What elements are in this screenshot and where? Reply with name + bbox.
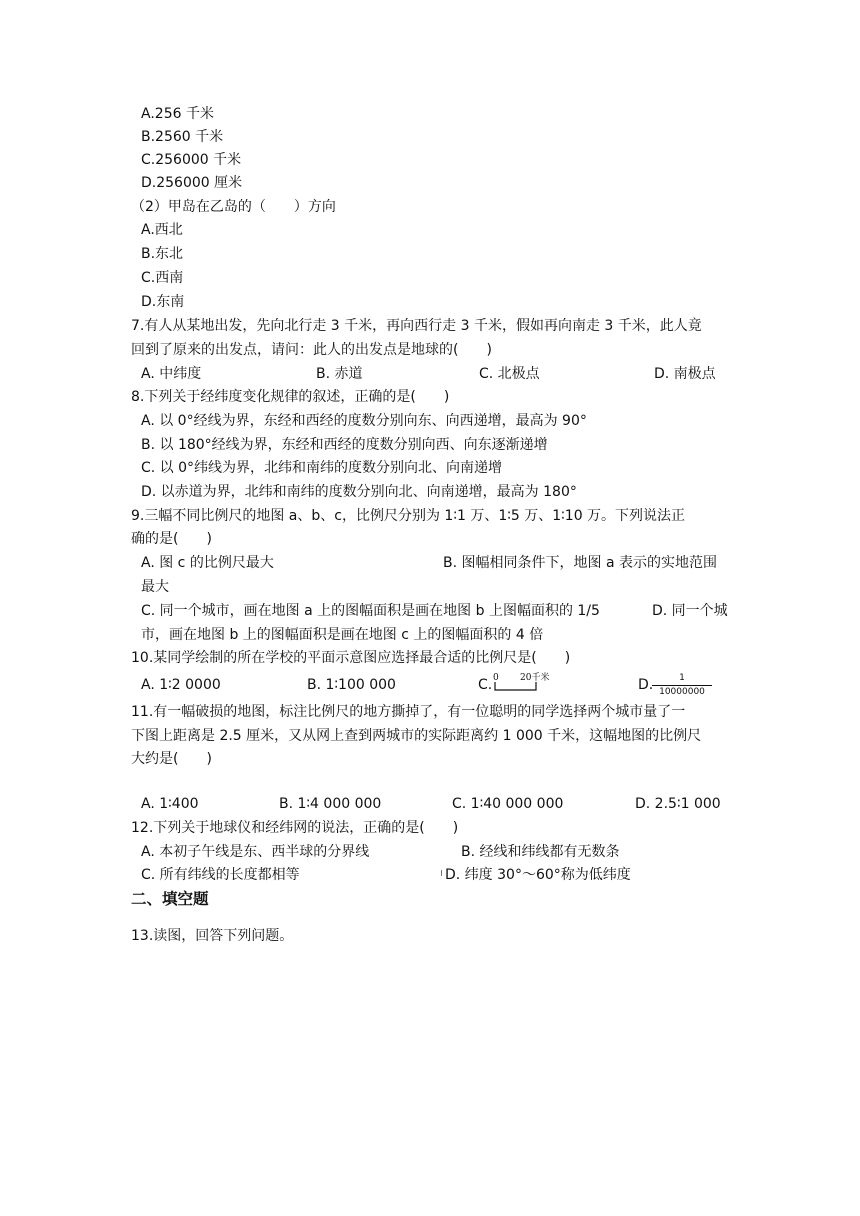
q8-option-b: B. 以 180°经线为界，东经和西经的度数分别向西、向东逐渐递增 (141, 437, 548, 453)
scale-bar-label: 20千米 (520, 673, 550, 683)
q11-option-b: B. 1∶4 000 000 (279, 796, 382, 812)
q7-option-a: A. 中纬度 (141, 366, 202, 382)
q9-option-c: C. 同一个城市，画在地图 a 上的图幅面积是画在地图 b 上图幅面积的 1/5 (141, 603, 600, 619)
q7-option-c: C. 北极点 (479, 366, 540, 382)
q11-stem-line-2: 下图上距离是 2.5 厘米，又从网上查到两城市的实际距离约 1 000 千米，这幅地图的比例尺 (131, 728, 702, 744)
q11-option-c: C. 1∶40 000 000 (452, 796, 564, 812)
scale-bar-graphic (492, 670, 562, 700)
scale-bar-zero: 0 (493, 673, 499, 683)
q6-2-stem: （2）甲岛在乙岛的（ ）方向 (131, 199, 336, 215)
q9-option-a: A. 图 c 的比例尺最大 (141, 555, 274, 571)
q12-option-d: D. 纬度 30°～60°称为低纬度 (445, 867, 631, 883)
q8-option-d: D. 以赤道为界，北纬和南纬的度数分别向北、向南递增，最高为 180° (141, 484, 577, 500)
q8-option-c: C. 以 0°纬线为界，北纬和南纬的度数分别向北、向南递增 (141, 460, 503, 476)
q9-stem-line-2: 确的是( ) (131, 531, 212, 547)
q11-stem-line-1: 11.有一幅破损的地图，标注比例尺的地方撕掉了，有一位聪明的同学选择两个城市量了一 (131, 704, 686, 720)
q11-option-d: D. 2.5∶1 000 (635, 796, 721, 812)
section-heading-fill-in: 二、填空题 (131, 890, 209, 908)
fraction-denominator: 10000000 (659, 687, 705, 697)
q7-stem-line-2: 回到了原来的出发点，请问：此人的出发点是地球的( ) (131, 342, 492, 358)
q9-option-d-line-1: D. 同一个城 (652, 603, 728, 619)
q8-stem: 8.下列关于经纬度变化规律的叙述，正确的是( ) (131, 389, 450, 405)
q11-option-a: A. 1∶400 (141, 796, 199, 812)
q7-option-d: D. 南极点 (654, 366, 716, 382)
q6-1-option-b: B.2560 千米 (141, 129, 224, 145)
q10-option-d: D. (638, 677, 654, 693)
q7-option-b: B. 赤道 (316, 366, 363, 382)
q6-2-option-a: A.西北 (141, 222, 183, 238)
q12-option-c: C. 所有纬线的长度都相等 (141, 867, 300, 883)
q9-option-b-line-1: B. 图幅相同条件下，地图 a 表示的实地范围 (443, 555, 717, 571)
q11-stem-line-3: 大约是( ) (131, 751, 212, 767)
q7-stem-line-1: 7.有人从某地出发，先向北行走 3 千米，再向西行走 3 千米，假如再向南走 3 千米，此人竟 (131, 318, 702, 334)
q9-stem-line-1: 9.三幅不同比例尺的地图 a、b、c，比例尺分别为 1∶1 万、1∶5 万、1∶10 万。下列说法正 (131, 508, 686, 524)
q12-stem: 12.下列关于地球仪和经纬网的说法，正确的是( ) (131, 820, 459, 836)
q10-option-c: C. (478, 677, 493, 693)
q6-2-option-c: C.西南 (141, 270, 184, 286)
q12-option-a: A. 本初子午线是东、西半球的分界线 (141, 844, 370, 860)
q12-option-b: B. 经线和纬线都有无数条 (461, 844, 620, 860)
q6-2-option-d: D.东南 (141, 294, 185, 310)
q8-option-a: A. 以 0°经线为界，东经和西经的度数分别向东、向西递增，最高为 90° (141, 413, 587, 429)
q10-stem: 10.某同学绘制的所在学校的平面示意图应选择最合适的比例尺是( ) (131, 650, 571, 666)
q9-option-d-line-2: 市，画在地图 b 上的图幅面积是画在地图 c 上的图幅面积的 4 倍 (141, 627, 544, 643)
q13-stem: 13.读图，回答下列问题。 (131, 928, 294, 944)
scale-bar-line (495, 682, 536, 690)
q6-1-option-c: C.256000 千米 (141, 152, 242, 168)
q6-1-option-d: D.256000 厘米 (141, 175, 243, 191)
q10-fraction-scale (652, 673, 712, 701)
q9-option-b-line-2: 最大 (141, 579, 169, 595)
q10-scale-bar (492, 670, 562, 700)
q10-option-b: B. 1∶100 000 (307, 677, 396, 693)
q6-2-option-b: B.东北 (141, 246, 184, 262)
q10-option-a: A. 1∶2 0000 (141, 677, 221, 693)
q6-1-option-a: A.256 千米 (141, 106, 214, 122)
fraction-numerator: 1 (652, 673, 712, 686)
